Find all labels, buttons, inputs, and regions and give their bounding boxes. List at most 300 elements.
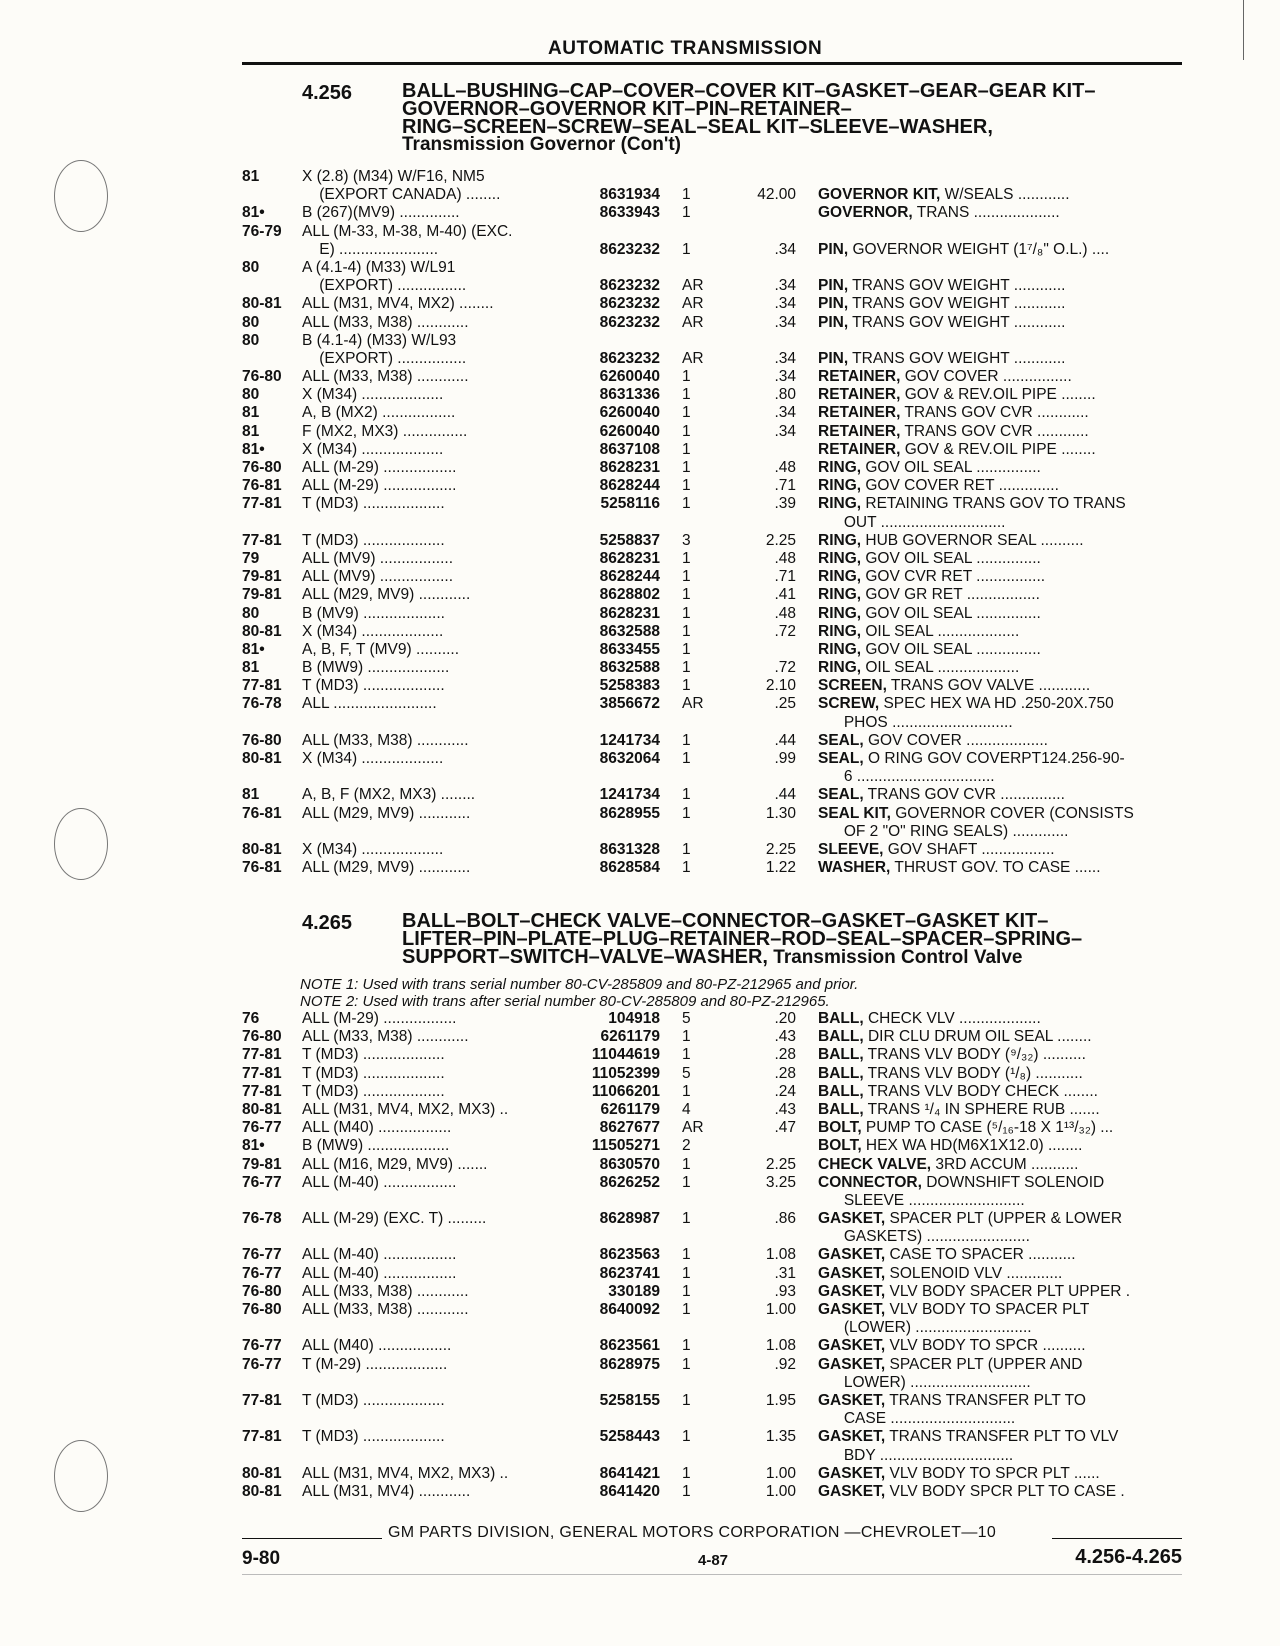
application: ALL (M31, MV4, MX2, MX3) ..	[302, 1464, 509, 1482]
quantity: 1	[682, 422, 691, 440]
part-detail: GOV OIL SEAL ...............	[861, 549, 1041, 567]
part-number: 6260040	[599, 422, 660, 440]
price: .28	[774, 1046, 796, 1064]
description	[818, 1210, 1178, 1228]
part-name: RING,	[818, 586, 862, 604]
quantity: 1	[682, 1282, 691, 1300]
part-detail: SPEC HEX WA HD .250-20X.750	[879, 695, 1114, 713]
part-detail: LOWER) ............................	[818, 1373, 1031, 1391]
model-year: 80	[242, 313, 260, 331]
table-row	[242, 1356, 1182, 1374]
part-detail: TRANS GOV WEIGHT ............	[848, 313, 1066, 331]
part-name: BALL,	[818, 1082, 864, 1100]
part-name: RETAINER,	[818, 422, 901, 440]
application: T (MD3) ...................	[302, 1082, 445, 1100]
part-number: 8641420	[599, 1482, 660, 1500]
description	[818, 550, 1178, 568]
price: .34	[774, 295, 796, 313]
description	[818, 1246, 1178, 1264]
table-row	[242, 1228, 1182, 1246]
quantity: 1	[682, 240, 691, 258]
part-name: GASKET,	[818, 1282, 886, 1300]
model-year: 79-81	[242, 586, 282, 604]
quantity: 1	[682, 1428, 691, 1446]
table-row	[242, 1192, 1182, 1210]
table-row	[242, 841, 1182, 859]
part-name: GOVERNOR,	[818, 204, 913, 222]
application: X (2.8) (M34) W/F16, NM5	[302, 168, 485, 185]
part-detail: TRANS VLV BODY CHECK ........	[863, 1082, 1098, 1100]
quantity: 1	[682, 1028, 691, 1046]
description	[818, 677, 1178, 695]
table-row	[242, 805, 1182, 823]
part-name: GASKET,	[818, 1210, 886, 1228]
section-title-line: BALL–BOLT–CHECK VALVE–CONNECTOR–GASKET–GASKET KIT–	[402, 910, 1049, 932]
price: .20	[774, 1010, 796, 1027]
table-row	[242, 168, 1182, 186]
model-year: 76-78	[242, 695, 282, 713]
part-number: 330189	[608, 1282, 660, 1300]
description	[818, 514, 1178, 532]
table-row	[242, 1065, 1182, 1083]
section-title-line: GOVERNOR–GOVERNOR KIT–PIN–RETAINER–	[402, 98, 852, 120]
description	[818, 495, 1178, 513]
quantity: 1	[682, 1355, 691, 1373]
footer-date: 9-80	[242, 1548, 281, 1569]
section-title	[402, 82, 1162, 154]
model-year: 77-81	[242, 1046, 282, 1064]
quantity: 1	[682, 1155, 691, 1173]
table-row	[242, 1265, 1182, 1283]
price: .71	[774, 477, 796, 495]
model-year: 81•	[242, 204, 265, 222]
price: 1.35	[765, 1428, 796, 1446]
application: B (267)(MV9) ..............	[302, 204, 460, 222]
quantity: 1	[682, 440, 691, 458]
model-year: 76-80	[242, 1301, 282, 1318]
binder-hole	[54, 1440, 108, 1512]
table-row	[242, 241, 1182, 259]
table-row	[242, 859, 1182, 877]
table-row	[242, 1137, 1182, 1155]
model-year: 80-81	[242, 750, 282, 767]
part-detail: GOV SHAFT .................	[883, 840, 1055, 858]
part-number: 104918	[608, 1010, 660, 1027]
part-detail: GOV OIL SEAL ...............	[861, 640, 1041, 658]
quantity: 1	[682, 659, 691, 677]
part-name: SEAL,	[818, 750, 864, 767]
table-row	[242, 677, 1182, 695]
application: T (M-29) ...................	[302, 1355, 448, 1373]
section-4-256-heading	[242, 82, 1182, 158]
part-number: 11505271	[591, 1137, 660, 1155]
part-detail: GOV GR RET .................	[861, 586, 1040, 604]
model-year: 76-77	[242, 1119, 282, 1137]
quantity: 1	[682, 1264, 691, 1282]
application: ALL (M-29) .................	[302, 477, 457, 495]
part-name: RETAINER,	[818, 440, 901, 458]
part-detail: SLEEVE ...........................	[818, 1191, 1025, 1209]
quantity: AR	[682, 1119, 704, 1137]
part-number: 8633943	[599, 204, 660, 222]
quantity: AR	[682, 349, 704, 367]
section-number: 4.265	[302, 912, 353, 934]
table-row	[242, 404, 1182, 422]
quantity: 1	[682, 677, 691, 695]
price: .25	[774, 695, 796, 713]
quantity: 3	[682, 531, 691, 549]
model-year: 76-77	[242, 1337, 282, 1355]
part-name: RING,	[818, 495, 862, 513]
description	[818, 404, 1178, 422]
part-number: 11066201	[591, 1082, 660, 1100]
part-name: BALL,	[818, 1064, 864, 1082]
quantity: 1	[682, 1082, 691, 1100]
table-row	[242, 186, 1182, 204]
table-row	[242, 623, 1182, 641]
price: 1.30	[765, 804, 796, 822]
application: A, B (MX2) .................	[302, 404, 456, 422]
price: .28	[774, 1064, 796, 1082]
table-row	[242, 750, 1182, 768]
application: ALL (M-29) .................	[302, 1010, 457, 1027]
notes-block	[300, 976, 858, 1010]
part-name: CHECK VALVE,	[818, 1155, 932, 1173]
part-number: 8628802	[599, 586, 660, 604]
part-detail: VLV BODY SPCR PLT TO CASE .	[885, 1482, 1125, 1500]
quantity: 1	[682, 204, 691, 222]
table-row	[242, 514, 1182, 532]
model-year: 77-81	[242, 1428, 282, 1446]
model-year: 77-81	[242, 1391, 282, 1409]
part-name: CONNECTOR,	[818, 1173, 922, 1191]
part-detail: OIL SEAL ...................	[861, 622, 1020, 640]
price: .80	[774, 386, 796, 404]
table-row	[242, 1210, 1182, 1228]
part-name: RING,	[818, 640, 862, 658]
table-row	[242, 1283, 1182, 1301]
application: X (M34) ...................	[302, 386, 444, 404]
table-row	[242, 477, 1182, 495]
part-number: 8637108	[599, 440, 660, 458]
quantity: AR	[682, 295, 704, 313]
price: .72	[774, 622, 796, 640]
application: (EXPORT) ................	[302, 277, 467, 295]
description	[818, 841, 1178, 859]
model-year: 76-77	[242, 1355, 282, 1373]
table-row	[242, 1410, 1182, 1428]
price: 3.25	[765, 1173, 796, 1191]
section-number: 4.256	[302, 82, 353, 104]
section-title	[402, 912, 1162, 967]
part-detail: CASE .............................	[818, 1410, 1016, 1428]
price: .48	[774, 459, 796, 476]
quantity: 1	[682, 786, 691, 804]
table-row	[242, 1174, 1182, 1192]
part-number: 3856672	[599, 695, 660, 713]
application: ALL (M-40) .................	[302, 1173, 457, 1191]
part-name: RING,	[818, 549, 862, 567]
price: .44	[774, 731, 796, 749]
part-detail: TRANS TRANSFER PLT TO VLV	[885, 1428, 1119, 1446]
model-year: 81•	[242, 1137, 265, 1155]
part-number: 8633455	[599, 640, 660, 658]
part-detail: GOV COVER ...................	[863, 731, 1048, 749]
quantity: 1	[682, 586, 691, 604]
application: X (M34) ...................	[302, 622, 444, 640]
section-title-line: BALL–BUSHING–CAP–COVER–COVER KIT–GASKET–GEAR–GEAR KIT–	[402, 80, 1096, 102]
quantity: 1	[682, 1301, 691, 1318]
table-row	[242, 732, 1182, 750]
description	[818, 568, 1178, 586]
table-row	[242, 295, 1182, 313]
model-year: 81	[242, 404, 260, 422]
part-name: PIN,	[818, 240, 849, 258]
part-number: 8623561	[599, 1337, 660, 1355]
note-2: NOTE 2: Used with trans after serial number 80-CV-285809 and 80-PZ-212965.	[300, 993, 830, 1010]
table-row	[242, 1083, 1182, 1101]
application: ALL (MV9) .................	[302, 549, 454, 567]
part-detail: OIL SEAL ...................	[861, 659, 1020, 677]
description	[818, 1265, 1178, 1283]
part-detail: VLV BODY TO SPCR ..........	[885, 1337, 1086, 1355]
part-name: BALL,	[818, 1100, 864, 1118]
price: .34	[774, 277, 796, 295]
part-number: 11044619	[591, 1046, 660, 1064]
table-row	[242, 1374, 1182, 1392]
model-year: 80-81	[242, 1100, 282, 1118]
part-name: PIN,	[818, 313, 849, 331]
part-detail: TRANS GOV WEIGHT ............	[848, 277, 1066, 295]
part-name: BOLT,	[818, 1137, 862, 1155]
part-number: 6260040	[599, 404, 660, 422]
part-number: 8631934	[599, 186, 660, 204]
part-number: 8628584	[599, 859, 660, 877]
part-detail: SPACER PLT (UPPER & LOWER	[885, 1210, 1123, 1228]
application: A (4.1-4) (M33) W/L91	[302, 258, 456, 276]
description	[818, 1065, 1178, 1083]
application: ALL (MV9) .................	[302, 568, 454, 586]
application: B (MW9) ...................	[302, 1137, 450, 1155]
part-number: 5258443	[599, 1428, 660, 1446]
part-name: RING,	[818, 459, 862, 476]
application: ALL (M33, M38) ............	[302, 1301, 469, 1318]
quantity: 1	[682, 1391, 691, 1409]
application: ALL (M33, M38) ............	[302, 368, 469, 386]
price: 1.00	[765, 1464, 796, 1482]
price: 1.22	[765, 859, 796, 877]
model-year: 79-81	[242, 568, 282, 586]
price: .93	[774, 1282, 796, 1300]
model-year: 81	[242, 168, 260, 185]
part-detail: TRANS GOV WEIGHT ............	[848, 349, 1066, 367]
application: ALL (M-29) (EXC. T) .........	[302, 1210, 487, 1228]
price: .34	[774, 422, 796, 440]
part-detail: TRANS VLV BODY (¹/₈) ...........	[863, 1064, 1083, 1082]
application: ALL (M33, M38) ............	[302, 313, 469, 331]
description	[818, 586, 1178, 604]
part-number: 8628231	[599, 459, 660, 476]
model-year: 80	[242, 386, 260, 404]
price: .44	[774, 786, 796, 804]
application: F (MX2, MX3) ...............	[302, 422, 468, 440]
description	[818, 1174, 1178, 1192]
quantity: AR	[682, 313, 704, 331]
quantity: AR	[682, 695, 704, 713]
table-row	[242, 586, 1182, 604]
description	[818, 1356, 1178, 1374]
price: 1.08	[765, 1246, 796, 1264]
quantity: 1	[682, 368, 691, 386]
table-row	[242, 823, 1182, 841]
description	[818, 1083, 1178, 1101]
part-name: GASKET,	[818, 1246, 886, 1264]
application: B (MV9) ...................	[302, 604, 445, 622]
section-subtitle: Transmission Governor (Con't)	[402, 134, 681, 155]
description	[818, 204, 1178, 222]
price: .47	[774, 1119, 796, 1137]
price: .99	[774, 750, 796, 767]
description	[818, 732, 1178, 750]
application: ALL (M29, MV9) ............	[302, 586, 471, 604]
description	[818, 1101, 1178, 1119]
part-number: 8623232	[599, 295, 660, 313]
description	[818, 350, 1178, 368]
price: .34	[774, 313, 796, 331]
part-name: GASKET,	[818, 1391, 886, 1409]
description	[818, 314, 1178, 332]
part-detail: O RING GOV COVERPT124.256-90-	[863, 750, 1125, 767]
part-detail: TRANS GOV CVR ............	[900, 422, 1089, 440]
part-detail: 3RD ACCUM ...........	[931, 1155, 1079, 1173]
application: T (MD3) ...................	[302, 531, 445, 549]
application: T (MD3) ...................	[302, 1428, 445, 1446]
application: ALL (M-40) .................	[302, 1264, 457, 1282]
quantity: 1	[682, 549, 691, 567]
table-row	[242, 1156, 1182, 1174]
model-year: 79	[242, 549, 260, 567]
quantity: 1	[682, 1173, 691, 1191]
quantity: 1	[682, 386, 691, 404]
model-year: 76-77	[242, 1173, 282, 1191]
model-year: 80	[242, 258, 260, 276]
footer-page-number: 4-87	[698, 1552, 729, 1569]
application: (EXPORT) ................	[302, 349, 467, 367]
model-year: 76	[242, 1010, 260, 1027]
description	[818, 241, 1178, 259]
table-row	[242, 1447, 1182, 1465]
part-number: 6261179	[600, 1100, 660, 1118]
model-year: 76-80	[242, 731, 282, 749]
description	[818, 1428, 1178, 1446]
table-row	[242, 423, 1182, 441]
part-number: 5258116	[600, 495, 660, 513]
part-detail: GOVERNOR WEIGHT (1⁷/₈" O.L.) ....	[848, 240, 1110, 258]
price: .43	[774, 1100, 796, 1118]
part-number: 8640092	[599, 1301, 660, 1318]
part-name: RING,	[818, 531, 862, 549]
description	[818, 714, 1178, 732]
quantity: 1	[682, 186, 691, 204]
table-row	[242, 1301, 1182, 1319]
quantity: 1	[682, 404, 691, 422]
application: ALL (M40) .................	[302, 1119, 452, 1137]
description	[818, 423, 1178, 441]
page-edge-mark	[1235, 0, 1244, 60]
part-name: RETAINER,	[818, 386, 901, 404]
description	[818, 532, 1178, 550]
quantity: 4	[682, 1100, 691, 1118]
model-year: 76-79	[242, 222, 282, 240]
part-detail: HUB GOVERNOR SEAL ..........	[861, 531, 1084, 549]
table-row	[242, 532, 1182, 550]
description	[818, 1465, 1178, 1483]
table-row	[242, 277, 1182, 295]
parts-list-governor	[242, 168, 1182, 877]
application: ALL (M-29) .................	[302, 459, 457, 476]
footer-rule	[1052, 1538, 1182, 1539]
application: ALL (M16, M29, MV9) .......	[302, 1155, 488, 1173]
application: ALL (M33, M38) ............	[302, 731, 469, 749]
model-year: 81•	[242, 640, 265, 658]
part-detail: SPACER PLT (UPPER AND	[885, 1355, 1083, 1373]
model-year: 79-81	[242, 1155, 282, 1173]
model-year: 77-81	[242, 1082, 282, 1100]
table-row	[242, 1028, 1182, 1046]
description	[818, 659, 1178, 677]
table-row	[242, 1246, 1182, 1264]
description	[818, 1301, 1178, 1319]
application: T (MD3) ...................	[302, 1391, 445, 1409]
part-name: GASKET,	[818, 1264, 886, 1282]
model-year: 81	[242, 786, 260, 804]
model-year: 80-81	[242, 1482, 282, 1500]
application: X (M34) ...................	[302, 440, 444, 458]
application: A, B, F (MX2, MX3) ........	[302, 786, 476, 804]
part-number: 6261179	[600, 1028, 660, 1046]
price: 2.10	[765, 677, 796, 695]
part-number: 1241734	[599, 786, 660, 804]
description	[818, 605, 1178, 623]
description	[818, 1119, 1178, 1137]
part-detail: 6 ................................	[818, 768, 995, 786]
model-year: 76-77	[242, 1264, 282, 1282]
part-name: GOVERNOR KIT,	[818, 186, 941, 204]
part-name: PIN,	[818, 349, 849, 367]
part-name: GASKET,	[818, 1355, 886, 1373]
part-number: 8627677	[599, 1119, 660, 1137]
description	[818, 823, 1178, 841]
parts-list-control-valve	[242, 1010, 1182, 1501]
model-year: 76-78	[242, 1210, 282, 1228]
price: 2.25	[765, 531, 796, 549]
table-row	[242, 441, 1182, 459]
description	[818, 1283, 1178, 1301]
part-detail: VLV BODY TO SPCR PLT ......	[885, 1464, 1100, 1482]
footer-section-range: 4.256-4.265	[1075, 1546, 1182, 1568]
model-year: 76-80	[242, 1028, 282, 1046]
price: .34	[774, 349, 796, 367]
table-row	[242, 495, 1182, 513]
application: ALL (M33, M38) ............	[302, 1028, 469, 1046]
application: ALL (M29, MV9) ............	[302, 804, 471, 822]
part-name: RING,	[818, 477, 862, 495]
part-number: 8632588	[599, 659, 660, 677]
model-year: 76-81	[242, 859, 282, 877]
page-title: AUTOMATIC TRANSMISSION	[548, 38, 823, 59]
application: E) .......................	[302, 240, 439, 258]
description	[818, 1228, 1178, 1246]
